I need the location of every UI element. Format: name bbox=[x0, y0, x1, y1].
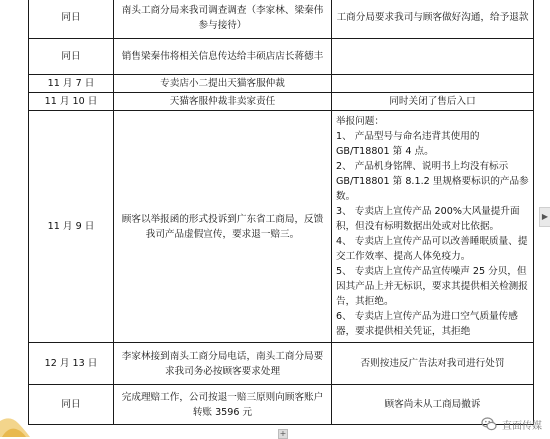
report-issue-item: 6、 专卖店上宣传产品为进口空气质量传感器，要求提供相关凭证，其拒绝 bbox=[336, 311, 518, 337]
document-page bbox=[28, 0, 533, 437]
event-cell: 天猫客服仲裁非卖家责任 bbox=[114, 93, 332, 111]
event-cell: 顾客以举报函的形式投诉到广东省工商局，反馈我司产品虚假宣传，要求退一赔三。 bbox=[114, 111, 332, 343]
event-cell: 完成理赔工作，公司按退一赔三原则向顾客账户转账 3596 元 bbox=[114, 385, 332, 425]
event-cell: 南头工商分局来我司调查调查（李家林、梁秦伟参与接待） bbox=[114, 0, 332, 39]
watermark-text: 直面传媒 bbox=[502, 420, 542, 432]
report-issue-item: 5、 专卖店上宣传产品宣传噪声 25 分贝，但因其产品上并无标识，要求其提供相关检测报告，其拒绝。 bbox=[336, 266, 528, 307]
action-cell: 工商分局要求我司与顾客做好沟通，给予退款 bbox=[332, 0, 534, 39]
corner-decoration-icon bbox=[0, 411, 30, 437]
add-row-handle[interactable]: + bbox=[279, 429, 287, 438]
table-row bbox=[29, 93, 534, 111]
report-issues-title: 举报问题： bbox=[336, 116, 384, 127]
action-cell bbox=[332, 39, 534, 75]
table-row bbox=[29, 111, 534, 343]
date-cell: 同日 bbox=[29, 385, 114, 425]
scroll-right-button[interactable]: ▶ bbox=[539, 207, 550, 227]
date-cell: 11 月 9 日 bbox=[29, 111, 114, 343]
report-issues-cell bbox=[332, 111, 534, 343]
table-row bbox=[29, 343, 534, 385]
date-cell: 同日 bbox=[29, 0, 114, 39]
action-cell: 同时关闭了售后入口 bbox=[332, 93, 534, 111]
report-issue-item: 3、 专卖店上宣传产品 200%大风量提升面积，但没有标明数据出处或对比依据。 bbox=[336, 206, 520, 232]
table-row bbox=[29, 385, 534, 425]
report-issue-item: 1、 产品型号与命名违背其使用的 GB/T18801 第 4 点。 bbox=[336, 131, 480, 157]
complaint-timeline-table bbox=[28, 0, 534, 425]
action-cell: 顾客尚未从工商局撤诉 bbox=[332, 385, 534, 425]
date-cell: 11 月 7 日 bbox=[29, 75, 114, 93]
table-row bbox=[29, 39, 534, 75]
action-cell: 否则按违反广告法对我司进行处罚 bbox=[332, 343, 534, 385]
action-cell bbox=[332, 75, 534, 93]
wechat-icon bbox=[481, 416, 497, 432]
date-cell: 11 月 10 日 bbox=[29, 93, 114, 111]
event-cell: 销售梁秦伟将相关信息传达给丰硕店店长蒋德丰 bbox=[114, 39, 332, 75]
report-issue-item: 2、 产品机身铭牌、说明书上均没有标示 GB/T18801 第 8.1.2 里规格要标识的产品参数。 bbox=[336, 161, 529, 202]
table-row bbox=[29, 0, 534, 39]
date-cell: 12 月 13 日 bbox=[29, 343, 114, 385]
report-issue-item: 4、 专卖店上宣传产品可以改善睡眠质量、提交工作效率、提高人体免疫力。 bbox=[336, 236, 528, 262]
table-row bbox=[29, 75, 534, 93]
date-cell: 同日 bbox=[29, 39, 114, 75]
wechat-watermark bbox=[481, 413, 542, 435]
event-cell: 专卖店小二提出天猫客服仲裁 bbox=[114, 75, 332, 93]
event-cell: 李家林接到南头工商分局电话，南头工商分局要求我司务必按顾客要求处理 bbox=[114, 343, 332, 385]
